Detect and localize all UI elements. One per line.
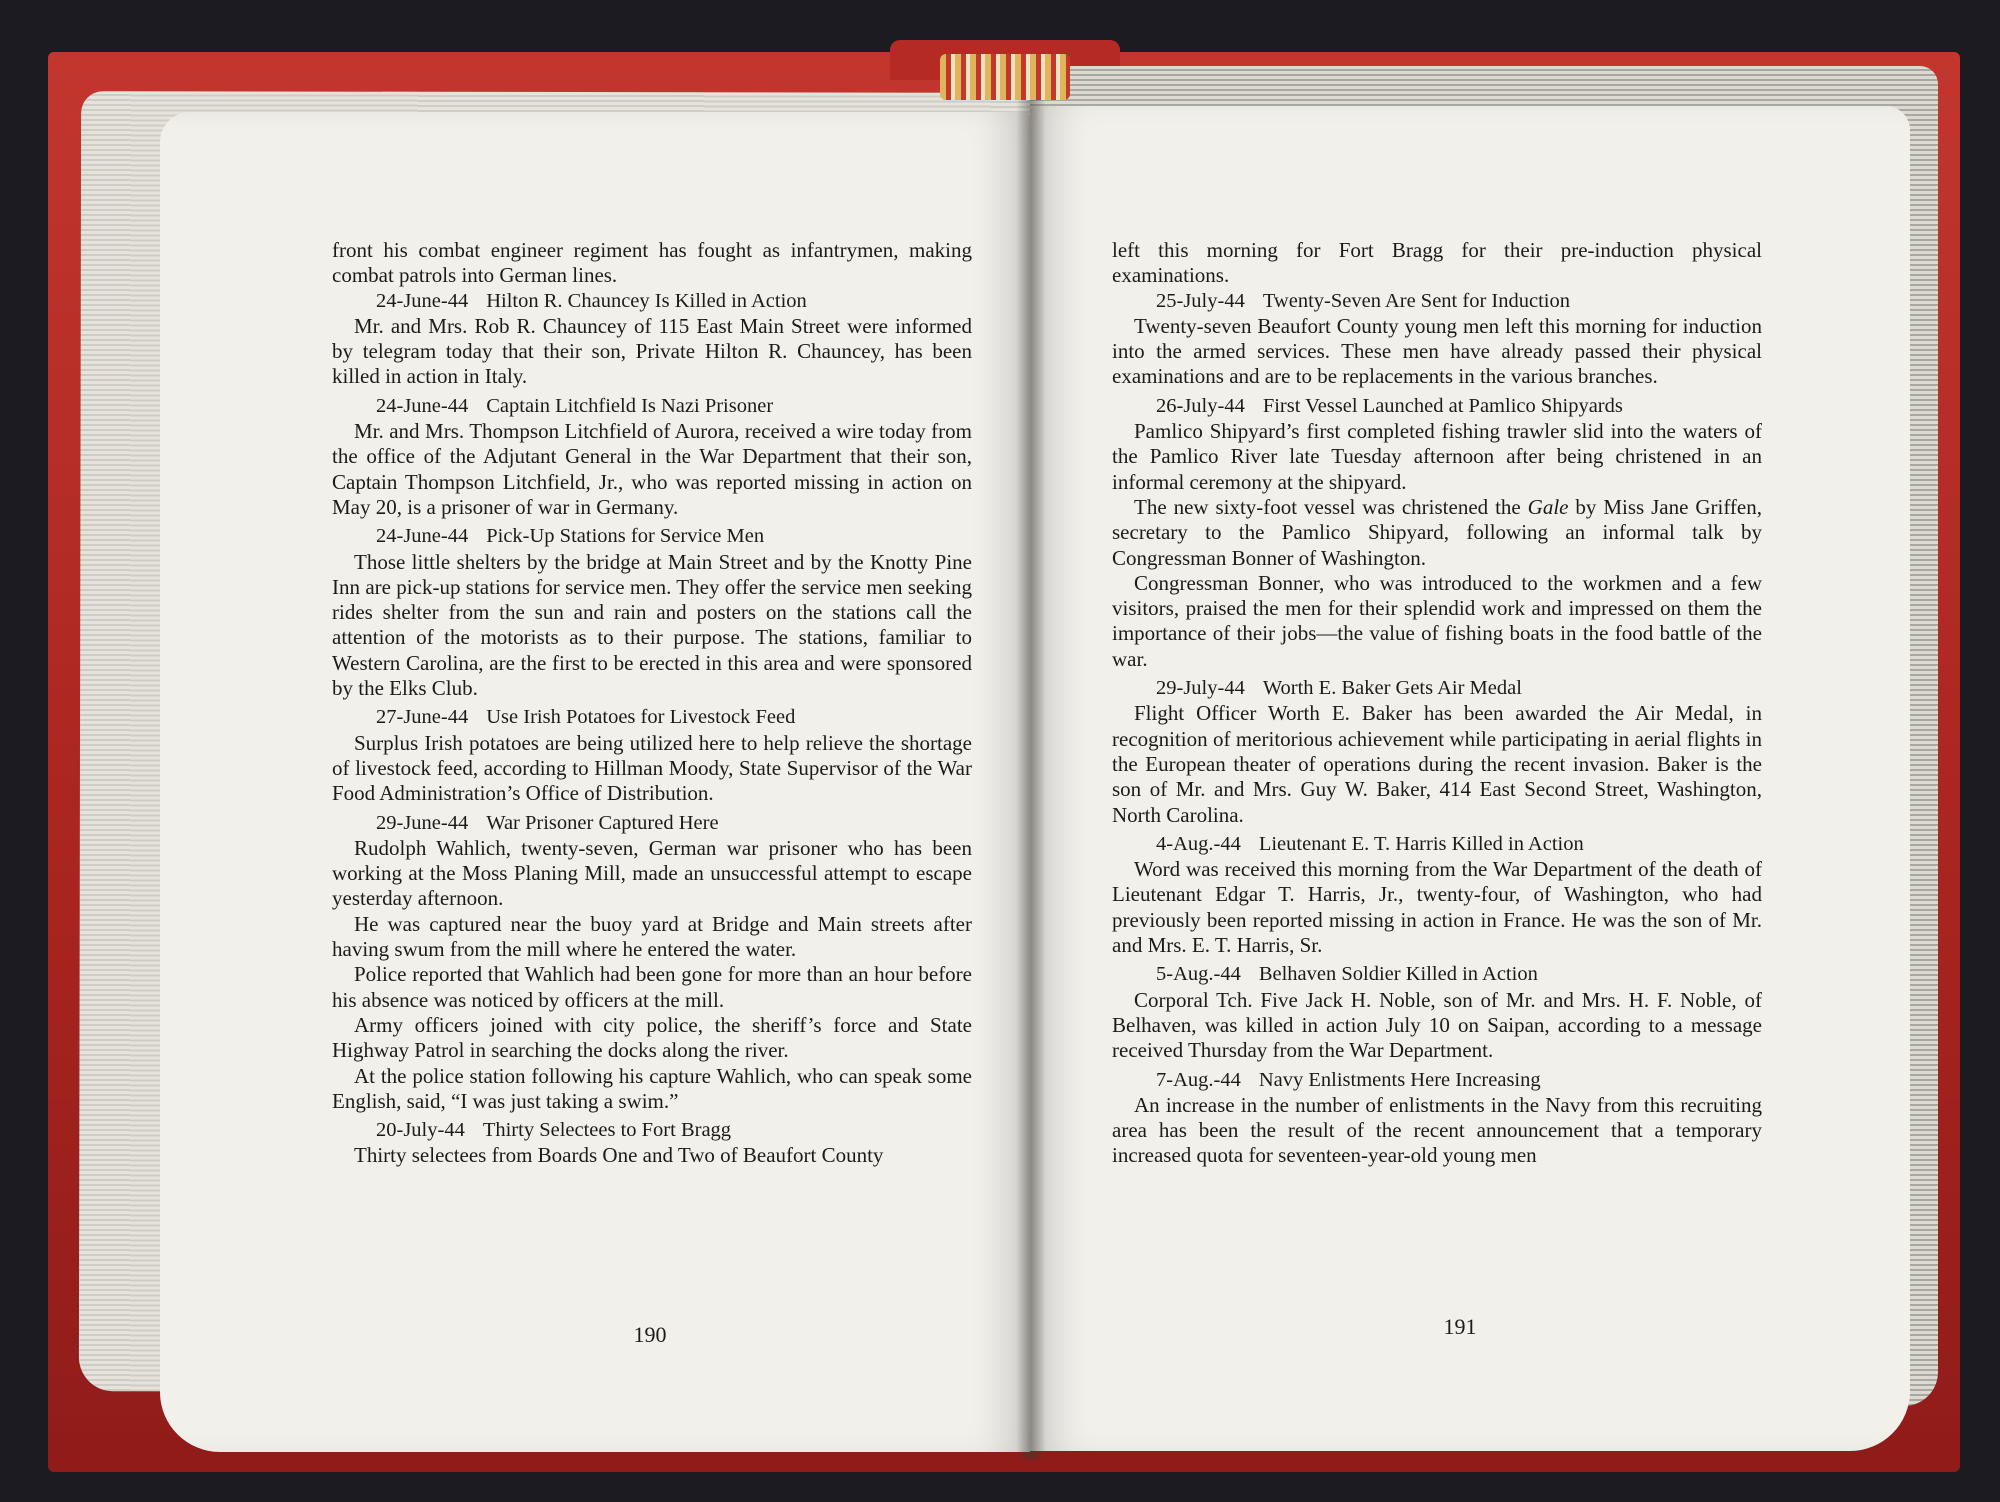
entry-headline: Thirty Selectees to Fort Bragg (482, 1119, 732, 1142)
book-gutter (1016, 100, 1046, 1460)
entry-date: 5-Aug.-44 (1156, 963, 1241, 986)
entry-date: 29-July-44 (1156, 677, 1245, 700)
news-entry (1112, 676, 1762, 828)
entry-paragraph: He was captured near the buoy yard at Bridge and Main streets after having swum from the mill where he entered the water. (332, 911, 972, 962)
entry-headline: Use Irish Potatoes for Livestock Feed (486, 706, 796, 729)
entry-heading (1112, 289, 1762, 314)
entry-paragraph: An increase in the number of enlistments in the Navy from this recruiting area has been the result of the recent announcement that a temporary increased quota for seventeen-year-old young men (1112, 1092, 1762, 1168)
entry-heading (332, 394, 972, 419)
entry-paragraph: The new sixty-foot vessel was christened the Gale by Miss Jane Griffen, secretary to the Pamlico Shipyard, following an informal talk by Congressman Bonner of Washington. (1112, 494, 1762, 570)
entry-headline: Navy Enlistments Here Increasing (1258, 1068, 1541, 1091)
entry-date: 24-June-44 (376, 525, 469, 548)
right-page (1030, 106, 1910, 1451)
entry-heading (332, 811, 972, 836)
entry-heading (332, 289, 972, 314)
entry-paragraph: Congressman Bonner, who was introduced to the workmen and a few visitors, praised the men for their splendid work and impressed on them the importance of their jobs—the value of fishing boats in the food battle of the war. (1112, 570, 1762, 671)
news-entry (332, 1118, 972, 1169)
page-number-left: 190 (633, 1322, 667, 1347)
entry-heading (1112, 676, 1762, 701)
entry-paragraph: Flight Officer Worth E. Baker has been awarded the Air Medal, in recognition of meritorious achievement while participating in aerial flights in the European theater of operations during the recent invasion. Baker is the son of Mr. and Mrs. Guy W. Baker, 414 East Second Street, Washington, North Carolina. (1112, 701, 1762, 827)
entry-headline: First Vessel Launched at Pamlico Shipyards (1262, 394, 1623, 417)
entry-headline: Pick-Up Stations for Service Men (486, 525, 765, 548)
entry-paragraph: Police reported that Wahlich had been gone for more than an hour before his absence was noticed by officers at the mill. (332, 962, 972, 1012)
entry-heading (332, 524, 972, 549)
entry-paragraph: Mr. and Mrs. Thompson Litchfield of Aurora, received a wire today from the office of the Adjutant General in the War Department that their son, Captain Thompson Litchfield, Jr., who was reported missing in action on May 20, is a prisoner of war in Germany. (332, 419, 972, 519)
entry-date: 24-June-44 (376, 394, 469, 417)
news-entry (332, 394, 972, 520)
entry-date: 27-June-44 (376, 706, 469, 729)
entry-paragraph: Mr. and Mrs. Rob R. Chauncey of 115 East Main Street were informed by telegram today that their son, Private Hilton R. Chauncey, has been killed in action in Italy. (332, 313, 972, 389)
news-entry (332, 289, 972, 390)
entry-paragraph: Army officers joined with city police, the sheriff’s force and State Highway Patrol in searching the docks along the river. (332, 1012, 972, 1063)
right-page-text (1112, 238, 1762, 1173)
news-entry (1112, 962, 1762, 1063)
entry-date: 25-July-44 (1156, 289, 1245, 312)
entry-date: 7-Aug.-44 (1156, 1068, 1241, 1091)
news-entry (332, 524, 972, 701)
entry-paragraph: Word was received this morning from the War Department of the death of Lieutenant Edgar T. Harris, Jr., twenty-four, of Washington, who had previously been reported missing in action in France. He was the son of Mr. and Mrs. E. T. Harris, Sr. (1112, 857, 1762, 958)
entry-date: 4-Aug.-44 (1156, 832, 1241, 855)
left-page-text (332, 238, 972, 1173)
entry-paragraph: Corporal Tch. Five Jack H. Noble, son of Mr. and Mrs. H. F. Noble, of Belhaven, was killed in action July 10 on Saipan, according to a message received Thursday from the War Department. (1112, 987, 1762, 1063)
ribbon-bookmark (940, 54, 1070, 100)
entry-headline: Worth E. Baker Gets Air Medal (1262, 677, 1522, 700)
entry-heading (332, 1118, 972, 1143)
news-entry (332, 811, 972, 1115)
entry-paragraph: Thirty selectees from Boards One and Two of Beaufort County (354, 1143, 884, 1168)
entry-headline: Belhaven Soldier Killed in Action (1258, 963, 1538, 986)
entry-paragraph: Pamlico Shipyard’s first completed fishing trawler slid into the waters of the Pamlico River late Tuesday afternoon after being christened in an informal ceremony at the shipyard. (1112, 419, 1762, 494)
entry-date: 24-June-44 (376, 289, 469, 312)
entry-paragraph: Twenty-seven Beaufort County young men left this morning for induction into the armed services. These men have already passed their physical examinations and are to be replacements in the various branches. (1112, 313, 1762, 389)
entry-date: 20-July-44 (376, 1119, 465, 1142)
entry-headline: Hilton R. Chauncey Is Killed in Action (486, 289, 807, 312)
news-entry (1112, 832, 1762, 958)
entry-headline: Lieutenant E. T. Harris Killed in Action (1258, 832, 1584, 855)
entry-date: 29-June-44 (376, 811, 469, 834)
left-entries (332, 289, 972, 1169)
right-entries (1112, 289, 1762, 1169)
vessel-name: Gale (1527, 494, 1569, 519)
entry-heading (332, 705, 972, 730)
entry-heading (1112, 394, 1762, 419)
entry-heading (1112, 1068, 1762, 1093)
news-entry (1112, 289, 1762, 390)
entry-paragraph: Rudolph Wahlich, twenty-seven, German war prisoner who has been working at the Moss Planing Mill, made an unsuccessful attempt to escape yesterday afternoon. (332, 835, 972, 911)
entry-headline: War Prisoner Captured Here (486, 811, 719, 834)
entry-headline: Twenty-Seven Are Sent for Induction (1262, 289, 1570, 312)
left-opening-text: front his combat engineer regiment has fought as infantrymen, making combat patrols into German lines. (332, 238, 972, 288)
entry-heading (1112, 962, 1762, 987)
left-page (160, 112, 1030, 1452)
news-entry (1112, 1068, 1762, 1169)
entry-heading (1112, 832, 1762, 857)
page-number-right: 191 (1443, 1314, 1477, 1339)
news-entry (332, 705, 972, 806)
entry-paragraph: Surplus Irish potatoes are being utilized here to help relieve the shortage of livestock feed, according to Hillman Moody, State Supervisor of the War Food Administration’s Office of Distribution. (332, 730, 972, 806)
right-opening-text: left this morning for Fort Bragg for their pre-induction physical examinations. (1112, 238, 1762, 288)
entry-date: 26-July-44 (1156, 394, 1245, 417)
entry-paragraph: Those little shelters by the bridge at Main Street and by the Knotty Pine Inn are pick-up stations for service men. They offer the service men seeking rides shelter from the sun and rain and posters on the stations call the attention of the motorists as to their purpose. The stations, familiar to Western Carolina, are the first to be erected in this area and were sponsored by the Elks Club. (332, 549, 972, 701)
entry-headline: Captain Litchfield Is Nazi Prisoner (486, 394, 774, 417)
news-entry (1112, 394, 1762, 672)
entry-paragraph: At the police station following his capture Wahlich, who can speak some English, said, “I was just taking a swim.” (332, 1063, 972, 1113)
